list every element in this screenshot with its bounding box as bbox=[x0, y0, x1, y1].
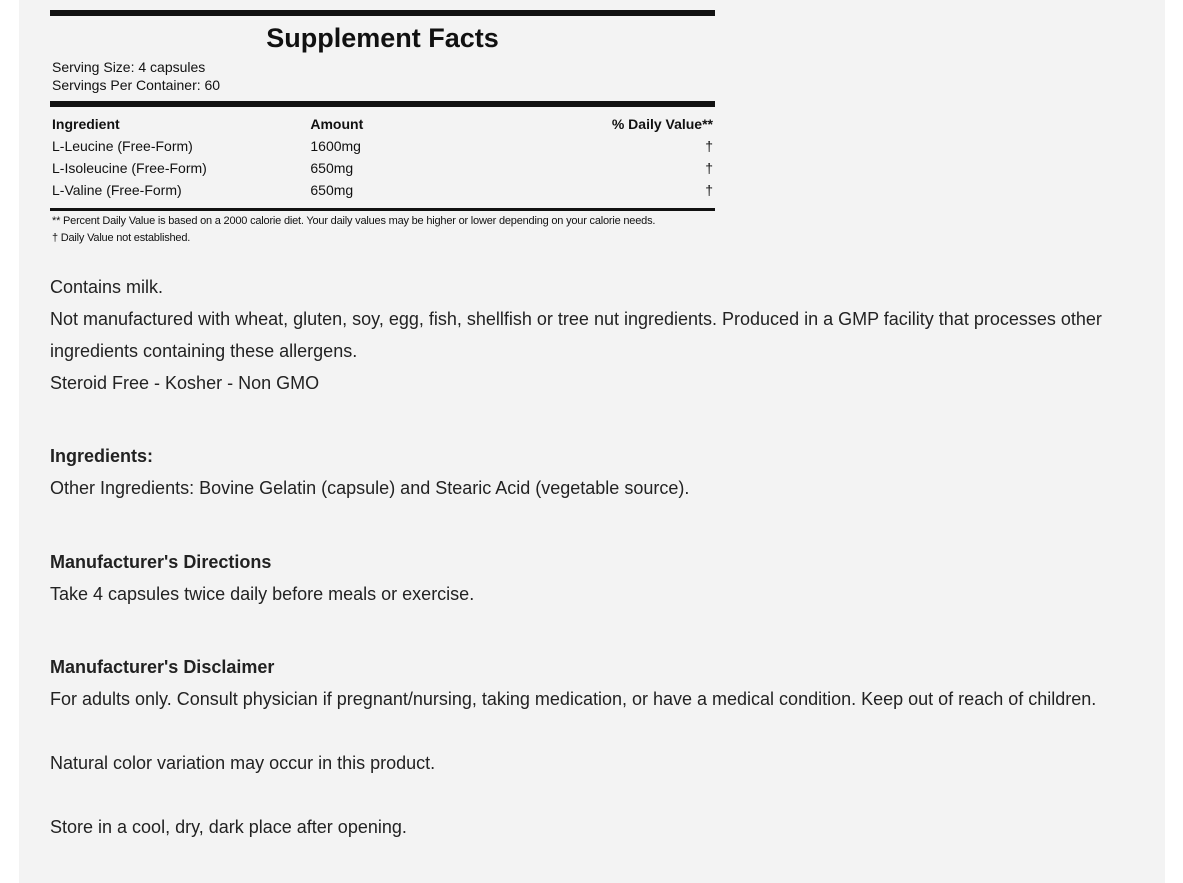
ingredients-text: Other Ingredients: Bovine Gelatin (capsule) and Stearic Acid (vegetable source). bbox=[50, 478, 690, 498]
ingredient-daily-value: † bbox=[705, 160, 713, 176]
ingredient-amount: 650mg bbox=[310, 182, 354, 198]
ingredient-name: L-Valine (Free-Form) bbox=[52, 182, 182, 198]
ingredient-name: L-Leucine (Free-Form) bbox=[52, 138, 193, 154]
allergen-contains: Contains milk. bbox=[50, 277, 164, 297]
ingredient-daily-value: † bbox=[705, 182, 713, 198]
bottom-rule bbox=[50, 208, 715, 211]
ingredient-amount: 1600mg bbox=[310, 138, 361, 154]
header-daily-value: % Daily Value** bbox=[611, 116, 713, 132]
spacer bbox=[50, 715, 1110, 747]
table-header-row bbox=[50, 113, 715, 135]
top-rule bbox=[50, 10, 715, 16]
product-claims: Steroid Free - Kosher - Non GMO bbox=[50, 373, 320, 393]
dagger-footnote: † Daily Value not established. bbox=[52, 232, 191, 244]
color-variation-note: Natural color variation may occur in this product. bbox=[50, 753, 436, 773]
spacer bbox=[50, 504, 1110, 546]
supplement-facts-label bbox=[50, 10, 715, 245]
table-row bbox=[50, 135, 715, 157]
spacer bbox=[50, 779, 1110, 811]
ingredients-heading: Ingredients: bbox=[50, 446, 154, 466]
supplement-facts-title: Supplement Facts bbox=[266, 23, 499, 53]
ingredient-amount: 650mg bbox=[310, 160, 354, 176]
middle-rule bbox=[50, 101, 715, 107]
directions-text: Take 4 capsules twice daily before meals or exercise. bbox=[50, 584, 475, 604]
spacer bbox=[50, 399, 1110, 440]
spacer bbox=[50, 610, 1110, 651]
daily-value-footnote: ** Percent Daily Value is based on a 2000 calorie diet. Your daily values may be higher or lower depending on your calorie needs. bbox=[52, 215, 656, 227]
serving-size: Serving Size: 4 capsules bbox=[52, 59, 206, 75]
ingredient-daily-value: † bbox=[705, 138, 713, 154]
storage-note: Store in a cool, dry, dark place after opening. bbox=[50, 817, 407, 837]
header-amount: Amount bbox=[310, 116, 364, 132]
ingredient-name: L-Isoleucine (Free-Form) bbox=[52, 160, 207, 176]
table-row bbox=[50, 179, 715, 201]
servings-per-container: Servings Per Container: 60 bbox=[52, 77, 221, 93]
header-ingredient: Ingredient bbox=[52, 116, 120, 132]
directions-heading: Manufacturer's Directions bbox=[50, 552, 272, 572]
allergen-statement: Not manufactured with wheat, gluten, soy, egg, fish, shellfish or tree nut ingredients. Produced in a GMP facility that processes other ingredients containing these allergens. bbox=[50, 309, 1102, 361]
table-row bbox=[50, 157, 715, 179]
disclaimer-heading: Manufacturer's Disclaimer bbox=[50, 657, 275, 677]
disclaimer-text: For adults only. Consult physician if pregnant/nursing, taking medication, or have a medical condition. Keep out of reach of children. bbox=[50, 689, 1097, 709]
product-description bbox=[50, 271, 1110, 843]
nutrient-table bbox=[50, 113, 715, 201]
